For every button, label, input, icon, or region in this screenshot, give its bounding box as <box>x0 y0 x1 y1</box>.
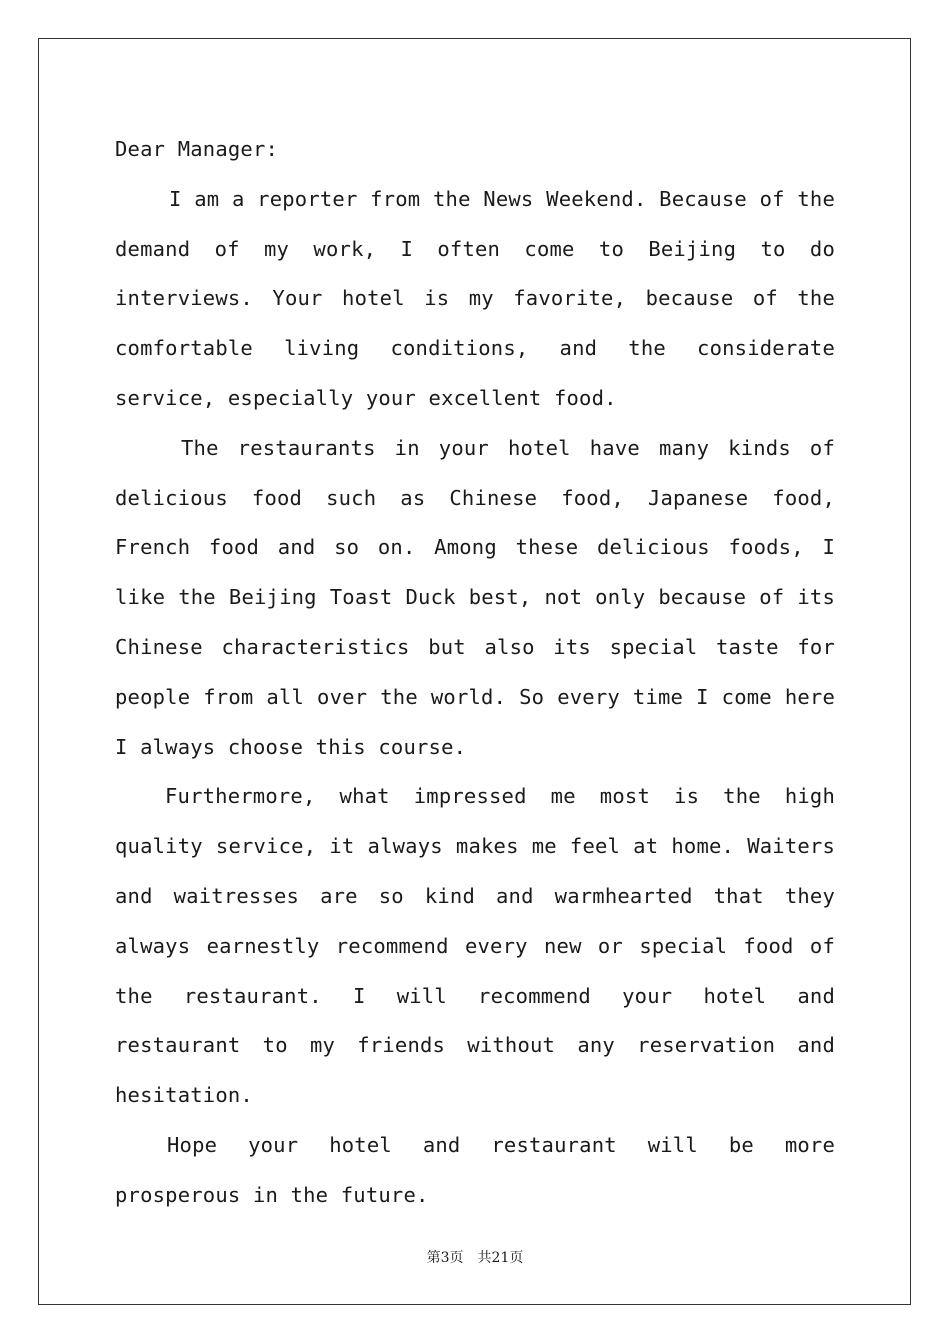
paragraph-restaurants: The restaurants in your hotel have many kinds of delicious food such as Chinese food, Japanese food, French food and so on. Among these delicious foods, I like the Beijing Toast Duck best, not only because of its Chinese characteristics but also its special taste for people from all over the world. So every time I come here I always choose this course. <box>115 435 835 759</box>
paragraph-service: Furthermore, what impressed me most is the high quality service, it always makes me feel at home. Waiters and waitresses are so kind and warmhearted that they always earnestly recommend every new or special food of the restaurant. I will recommend your hotel and restaurant to my friends without any reservation and hesitation. <box>115 784 835 1108</box>
salutation: Dear Manager: <box>115 137 279 161</box>
letter-body <box>115 125 835 1221</box>
page-number: 第3页 共21页 <box>426 1250 524 1266</box>
paragraph-closing: Hope your hotel and restaurant will be more prosperous in the future. <box>115 1132 835 1207</box>
paragraph-intro: I am a reporter from the News Weekend. Because of the demand of my work, I often come to Beijing to do interviews. Your hotel is my favorite, because of the comfortable living conditions, and the considerate service, especially your excellent food. <box>115 186 835 410</box>
